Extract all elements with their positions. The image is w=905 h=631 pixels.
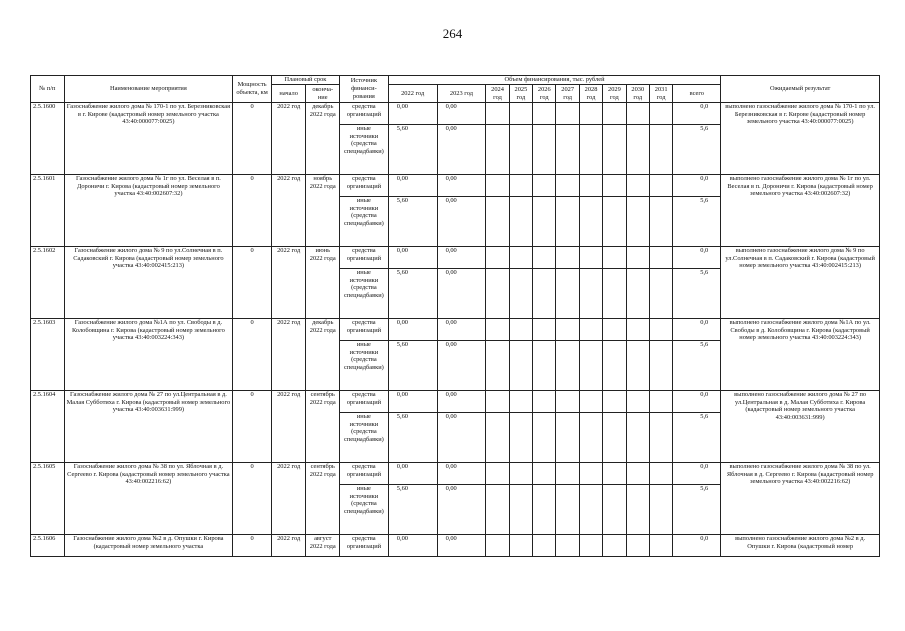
row-start: 2022 год — [271, 391, 306, 463]
row-num: 2.5.1600 — [31, 103, 65, 175]
table-body — [31, 103, 880, 557]
header-2029: 2029 год — [603, 85, 626, 103]
row-2023-other: 0,00 — [437, 269, 486, 319]
row-num: 2.5.1604 — [31, 391, 65, 463]
row-result: выполнено газоснабжение жилого дома № 27 по ул.Центральная в д. Малая Субботиха г. Кирова (кадастровый номер земельного участка 43:40:003631:999) — [721, 391, 880, 463]
row-2022-org: 0,00 — [388, 463, 437, 485]
row-end: декабрь 2022 года — [306, 103, 340, 175]
header-start: начало — [271, 85, 306, 103]
row-result: выполнено газоснабжение жилого дома №2 в д. Опушки г. Кирова (кадастровый номер — [721, 535, 880, 557]
row-name: Газоснабжение жилого дома №2 в д. Опушки г. Кирова (кадастровый номер земельного участка — [64, 535, 233, 557]
header-num: № п/п — [31, 76, 65, 103]
header-2027: 2027 год — [556, 85, 579, 103]
row-num: 2.5.1605 — [31, 463, 65, 535]
row-name: Газоснабжение жилого дома № 170-1 по ул. Березниковская в г. Кирове (кадастровый номер земельного участка 43:40:000077:0025) — [64, 103, 233, 175]
header-plan-term: Плановый срок — [271, 76, 339, 85]
row-start: 2022 год — [271, 175, 306, 247]
row-source-org: средства организаций — [340, 319, 389, 341]
row-result: выполнено газоснабжение жилого дома №1А по ул. Свободы в д. Колобовщина г. Кирова (кадастровый номер земельного участка 43:40:003224:343) — [721, 319, 880, 391]
row-2022-org: 0,00 — [388, 319, 437, 341]
row-2022-other: 5,60 — [388, 413, 437, 463]
row-capacity: 0 — [233, 247, 272, 319]
row-source-org: средства организаций — [340, 103, 389, 125]
row-2023-org: 0,00 — [437, 535, 486, 557]
row-2022-other: 5,60 — [388, 269, 437, 319]
row-name: Газоснабжение жилого дома № 9 по ул.Солнечная в п. Садаковский г. Кирова (кадастровый номер земельного участка 43:40:002415:213) — [64, 247, 233, 319]
header-2024: 2024 год — [486, 85, 509, 103]
row-capacity: 0 — [233, 463, 272, 535]
row-total-other: 5,6 — [673, 269, 721, 319]
row-2022-org: 0,00 — [388, 103, 437, 125]
header-2028: 2028 год — [579, 85, 602, 103]
header-2023: 2023 год — [437, 85, 486, 103]
row-total-org: 0,0 — [673, 319, 721, 341]
row-capacity: 0 — [233, 319, 272, 391]
row-2022-org: 0,00 — [388, 247, 437, 269]
header-end: оконча- ние — [306, 85, 340, 103]
row-source-other: иные источники (средства спецнадбавки) — [340, 341, 389, 391]
row-result: выполнено газоснабжение жилого дома № 9 по ул.Солнечная в п. Садаковский г. Кирова (кадастровый номер земельного участка 43:40:002415:213) — [721, 247, 880, 319]
row-source-other: иные источники (средства спецнадбавки) — [340, 125, 389, 175]
row-2022-other: 5,60 — [388, 197, 437, 247]
row-end: август 2022 года — [306, 535, 340, 557]
row-2022-other: 5,60 — [388, 341, 437, 391]
page-number: 264 — [442, 26, 463, 41]
header-2026: 2026 год — [533, 85, 556, 103]
row-end: сентябрь 2022 года — [306, 463, 340, 535]
row-capacity: 0 — [233, 103, 272, 175]
header-2022: 2022 год — [388, 85, 437, 103]
row-end: июнь 2022 года — [306, 247, 340, 319]
header-funding: Объем финансирования, тыс. рублей — [388, 76, 720, 85]
row-2022-org: 0,00 — [388, 391, 437, 413]
row-total-other: 5,6 — [673, 413, 721, 463]
row-2023-org: 0,00 — [437, 103, 486, 125]
row-name: Газоснабжение жилого дома № 38 по ул. Яблочная в д. Сергеево г. Кирова (кадастровый номер земельного участка 43:40:002216:62) — [64, 463, 233, 535]
row-total-other: 5,6 — [673, 485, 721, 535]
row-num: 2.5.1601 — [31, 175, 65, 247]
row-2023-org: 0,00 — [437, 391, 486, 413]
table-row — [31, 175, 880, 197]
row-name: Газоснабжение жилого дома №1А по ул. Свободы в д. Колобовщина г. Кирова (кадастровый номер земельного участка 43:40:003224:343) — [64, 319, 233, 391]
row-total-org: 0,0 — [673, 175, 721, 197]
row-total-other: 5,6 — [673, 197, 721, 247]
header-total: всего — [673, 85, 721, 103]
row-source-other: иные источники (средства спецнадбавки) — [340, 413, 389, 463]
row-2023-other: 0,00 — [437, 413, 486, 463]
row-total-other: 5,6 — [673, 341, 721, 391]
row-source-other: иные источники (средства спецнадбавки) — [340, 197, 389, 247]
row-total-other: 5,6 — [673, 125, 721, 175]
row-total-org: 0,0 — [673, 391, 721, 413]
row-capacity: 0 — [233, 175, 272, 247]
row-2023-org: 0,00 — [437, 247, 486, 269]
row-2023-other: 0,00 — [437, 341, 486, 391]
row-2022-org: 0,00 — [388, 175, 437, 197]
funding-table — [30, 75, 880, 557]
table-row — [31, 535, 880, 557]
header-capacity: Мощность объекта, км — [233, 76, 272, 103]
row-total-org: 0,0 — [673, 247, 721, 269]
row-result: выполнено газоснабжение жилого дома № 170-1 по ул. Березниковская в г. Кирове (кадастровый номер земельного участка 43:40:000077:0025) — [721, 103, 880, 175]
row-source-org: средства организаций — [340, 391, 389, 413]
row-num: 2.5.1603 — [31, 319, 65, 391]
row-name: Газоснабжение жилого дома № 1г по ул. Веселая в п. Дороничи г. Кирова (кадастровый номер земельного участка 43:40:002607:32) — [64, 175, 233, 247]
row-2023-org: 0,00 — [437, 463, 486, 485]
row-start: 2022 год — [271, 463, 306, 535]
row-source-org: средства организаций — [340, 535, 389, 557]
row-source-org: средства организаций — [340, 247, 389, 269]
row-total-org: 0,0 — [673, 535, 721, 557]
header-source: Источник финанси- рования — [340, 76, 389, 103]
header-name: Наименование мероприятия — [64, 76, 233, 103]
row-capacity: 0 — [233, 391, 272, 463]
row-source-org: средства организаций — [340, 463, 389, 485]
row-source-other: иные источники (средства спецнадбавки) — [340, 485, 389, 535]
table-row — [31, 319, 880, 341]
row-2023-other: 0,00 — [437, 125, 486, 175]
row-2023-other: 0,00 — [437, 485, 486, 535]
row-2023-org: 0,00 — [437, 175, 486, 197]
row-start: 2022 год — [271, 319, 306, 391]
header-2025: 2025 год — [509, 85, 532, 103]
row-start: 2022 год — [271, 247, 306, 319]
row-start: 2022 год — [271, 103, 306, 175]
row-result: выполнено газоснабжение жилого дома № 1г по ул. Веселая в п. Дороничи г. Кирова (кадастровый номер земельного участка 43:40:002607:32) — [721, 175, 880, 247]
row-source-other: иные источники (средства спецнадбавки) — [340, 269, 389, 319]
row-end: сентябрь 2022 года — [306, 391, 340, 463]
table-row — [31, 391, 880, 413]
row-end: декабрь 2022 года — [306, 319, 340, 391]
header-result: Ожидаемый результат — [721, 76, 880, 103]
row-2023-org: 0,00 — [437, 319, 486, 341]
header-2030: 2030 год — [626, 85, 649, 103]
row-start: 2022 год — [271, 535, 306, 557]
row-result: выполнено газоснабжение жилого дома № 38 по ул. Яблочная в д. Сергеево г. Кирова (кадастровый номер земельного участка 43:40:002216:62) — [721, 463, 880, 535]
row-total-org: 0,0 — [673, 103, 721, 125]
row-end: ноябрь 2022 года — [306, 175, 340, 247]
row-num: 2.5.1602 — [31, 247, 65, 319]
header-2031: 2031 год — [649, 85, 672, 103]
row-2022-org: 0,00 — [388, 535, 437, 557]
row-name: Газоснабжение жилого дома № 27 по ул.Центральная в д. Малая Субботиха г. Кирова (кадастровый номер земельного участка 43:40:003631:999) — [64, 391, 233, 463]
row-2022-other: 5,60 — [388, 485, 437, 535]
row-total-org: 0,0 — [673, 463, 721, 485]
row-source-org: средства организаций — [340, 175, 389, 197]
row-num: 2.5.1606 — [31, 535, 65, 557]
table-row — [31, 463, 880, 485]
row-capacity: 0 — [233, 535, 272, 557]
table-row — [31, 103, 880, 125]
row-2023-other: 0,00 — [437, 197, 486, 247]
table-row — [31, 247, 880, 269]
row-2022-other: 5,60 — [388, 125, 437, 175]
